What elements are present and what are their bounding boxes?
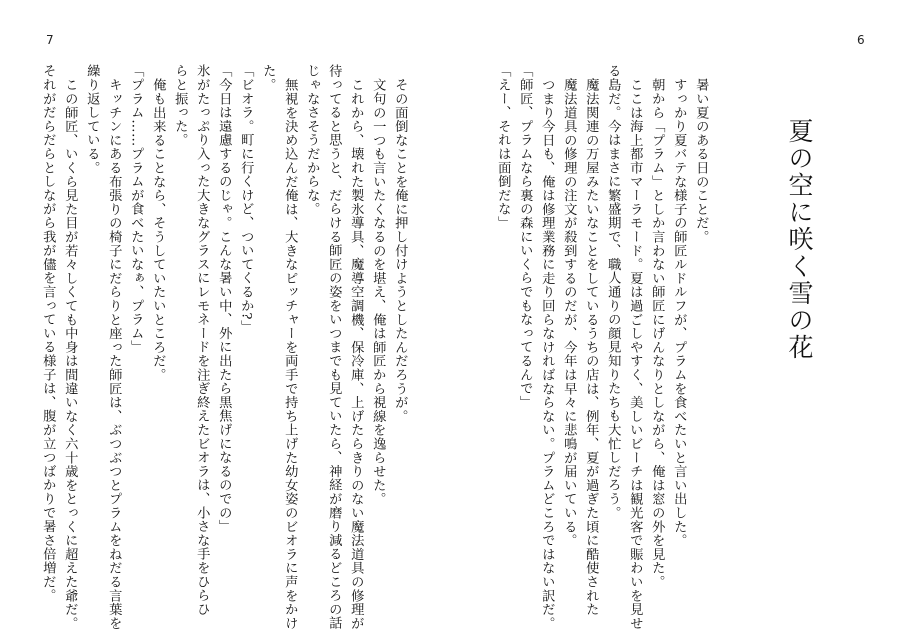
text-line: 「師匠、プラムなら裏の森にいくらでもなってるんで」 (517, 64, 533, 409)
chapter-title: 夏の空に咲く雪の花 (785, 118, 814, 361)
text-line: 文句の一つも言いたくなるのを堪え、俺は師匠から視線を逸らせた。 (370, 78, 386, 506)
text-line: 「えー、それは面倒だな」 (495, 64, 511, 230)
text-line: すっかり夏バテな様子の師匠ルドルフが、プラムを食べたいと言い出した。 (671, 78, 687, 548)
text-line: 魔法関連の万屋みたいなことをしているうちの店は、例年、夏が過ぎた頃に酷使された (583, 78, 599, 617)
text-line: つまり今日も、俺は修理業務に走り回らなければならない。プラムどころではない訳だ。 (539, 78, 555, 630)
text-line: その面倒なことを俺に押し付けようとしたんだろうが。 (392, 78, 408, 423)
text-line: 暑い夏のある日のことだ。 (693, 78, 709, 244)
text-line: た。 (260, 64, 276, 92)
text-line: 魔法道具の修理の注文が殺到するのだが、今年は早々に悲鳴が届いている。 (561, 78, 577, 548)
text-line: 繰り返している。 (84, 64, 100, 175)
text-line: 朝から「プラム」としか言わない師匠にげんなりとしながら、俺は窓の外を見た。 (649, 78, 665, 589)
text-line: らと振った。 (172, 64, 188, 147)
text-line: 「ビオラ。町に行くけど、ついてくるか?」 (238, 64, 254, 334)
text-line: キッチンにある布張りの椅子にだらりと座った師匠は、ぶつぶつとプラムをねだる言葉を (106, 78, 122, 630)
text-line: この師匠、いくら見た目が若々しくても中身は間違いなく六十歳をとっくに超えた爺だ。 (62, 78, 78, 630)
text-line: これから、壊れた製氷導具、魔導空調機、保冷庫、上げたらきりのない魔法道具の修理が (348, 78, 364, 630)
text-line: る島だ。今はまさに繁盛期で、職人通りの顔見知りたちも大忙しだろう。 (605, 64, 621, 520)
text-line: 「プラム……プラムが食べたいなぁ、プラム」 (128, 64, 144, 354)
text-line: 俺も出来ることなら、そうしていたいところだ。 (150, 78, 166, 382)
text-line: それがだらだらとしながら我が儘を言っている様子は、腹が立つばかりで暑さ倍増だ。 (40, 64, 56, 603)
text-line: ここは海上都市マーラモード。夏は過ごしやすく、美しいビーチは観光客で賑わいを見せ (627, 78, 643, 630)
text-line: 「今日は遠慮するのじゃ。こんな暑い中、外に出たら黒焦げになるのでの」 (216, 64, 232, 534)
right-page-number: 6 (857, 33, 865, 47)
text-line: じゃなさそうだからな。 (304, 64, 320, 216)
text-line: 無視を決め込んだ俺は、大きなピッチャーを両手で持ち上げた幼女姿のビオラに声をかけ (282, 78, 298, 630)
text-line: 氷がたっぷり入った大きなグラスにレモネードを注ぎ終えたビオラは、小さな手をひらひ (194, 64, 210, 616)
left-page-number: 7 (46, 33, 54, 47)
text-line: 待ってると思うと、だらける師匠の姿をいつまでも見ていたら、神経が磨り減るどころの話 (326, 64, 342, 630)
